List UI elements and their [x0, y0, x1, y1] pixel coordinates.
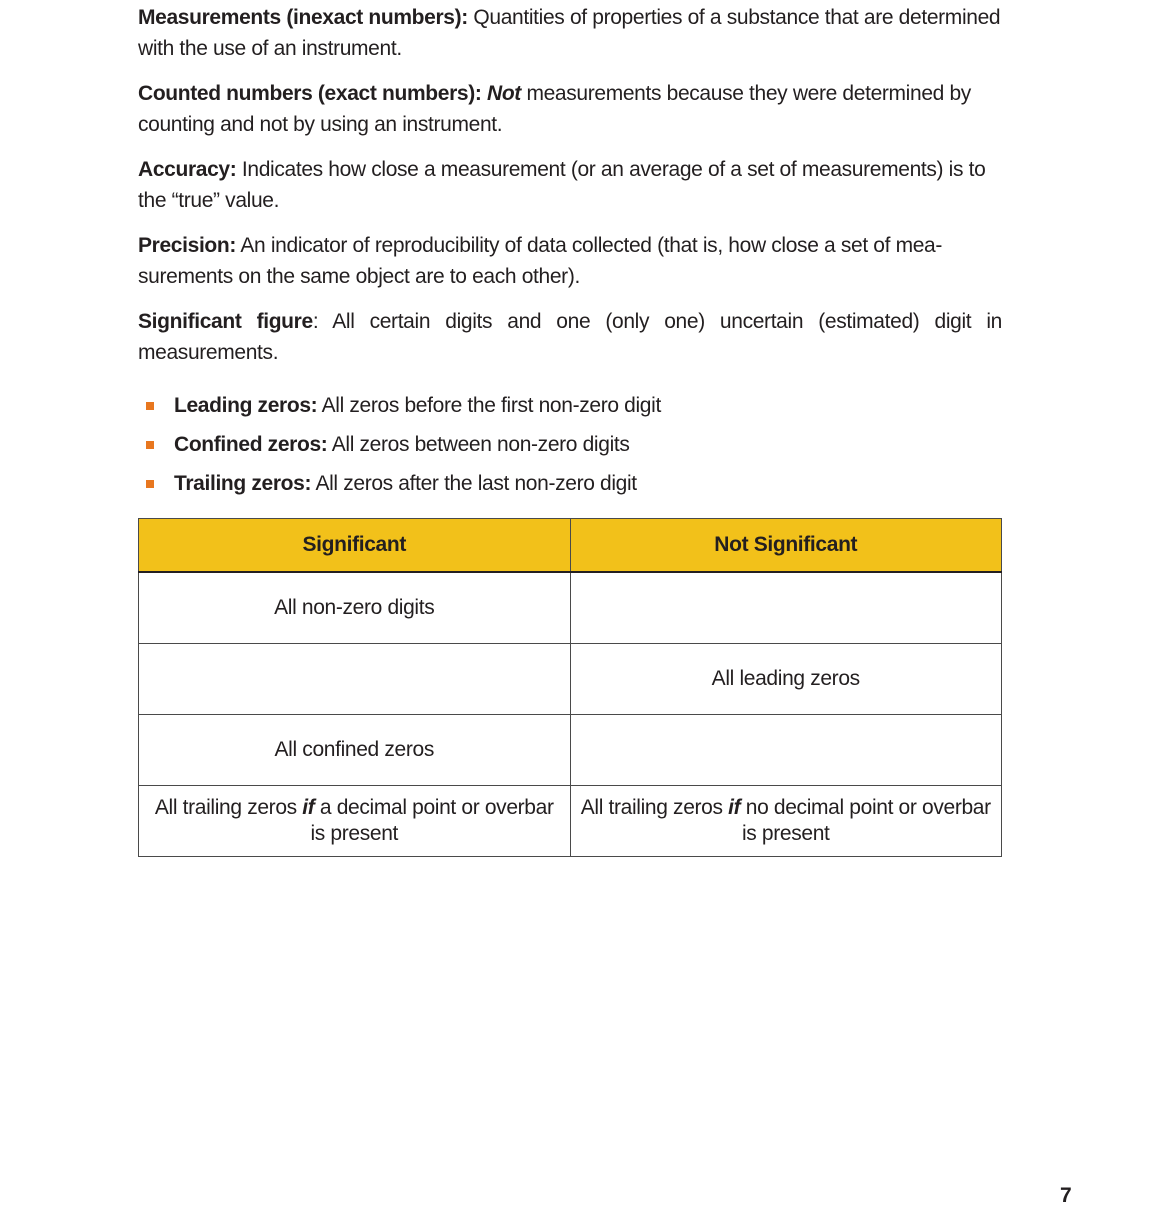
zero-types-list — [138, 386, 1002, 503]
table-cell-trailing-not-significant — [570, 786, 1002, 857]
table-cell-trailing-significant — [139, 786, 571, 857]
cell-text: no decimal point or overbar is present — [740, 796, 991, 845]
header-not-significant: Not Significant — [570, 519, 1002, 573]
table-cell — [570, 572, 1002, 644]
table-cell: All confined zeros — [139, 715, 571, 786]
definition-term: Measurements (inexact numbers): — [138, 6, 468, 29]
header-significant: Significant — [139, 519, 571, 573]
definition-text: Indicates how close a measurement (or an average of a set of measurements) is to the “true” value. — [138, 158, 986, 212]
definition-text: measurements because they were determined by counting and not by using an instrument. — [138, 82, 971, 136]
table-header-row — [139, 519, 1002, 573]
page-number: 7 — [1060, 1184, 1072, 1207]
list-item — [138, 425, 1002, 464]
table-row — [139, 786, 1002, 857]
definition-counted-numbers — [138, 78, 1002, 140]
list-item — [138, 386, 1002, 425]
definition-emphasis: Not — [487, 82, 521, 105]
table-cell — [570, 715, 1002, 786]
cell-emphasis: if — [302, 796, 315, 819]
square-bullet-icon — [146, 402, 154, 410]
definition-text: Quantities of properties of a substance that are determined with the use of an instrument. — [138, 6, 1001, 60]
definition-significant-figure — [138, 306, 1002, 368]
list-item — [138, 464, 1002, 503]
table-cell: All non-zero digits — [139, 572, 571, 644]
bullet-text: All zeros after the last non-zero digit — [311, 472, 637, 495]
page-content — [138, 2, 1002, 503]
cell-text: a decimal point or overbar is present — [310, 796, 554, 845]
definition-precision — [138, 230, 1002, 292]
definition-accuracy — [138, 154, 1002, 216]
cell-text: All trailing zeros — [580, 796, 729, 819]
square-bullet-icon — [146, 480, 154, 488]
bullet-term: Confined zeros: — [174, 433, 328, 456]
significance-table — [138, 518, 1002, 857]
definition-measurements — [138, 2, 1002, 64]
bullet-text: All zeros before the first non-zero digit — [317, 394, 661, 417]
definition-text: An indicator of reproducibility of data collected (that is, how close a set of measurements on the same object are to each other). — [138, 234, 943, 288]
square-bullet-icon — [146, 441, 154, 449]
definition-term: Precision: — [138, 234, 237, 257]
table-row — [139, 572, 1002, 644]
table-row — [139, 715, 1002, 786]
definition-text: : All certain digits and one (only one) uncertain (estimated) digit in measurements. — [138, 310, 1002, 364]
table-row — [139, 644, 1002, 715]
definition-term: Counted numbers (exact numbers): — [138, 82, 482, 105]
definition-term: Accuracy: — [138, 158, 237, 181]
definition-term: Significant figure — [138, 310, 313, 333]
bullet-text: All zeros between non-zero digits — [327, 433, 630, 456]
bullet-term: Leading zeros: — [174, 394, 318, 417]
cell-text: All trailing zeros — [154, 796, 303, 819]
table-cell — [139, 644, 571, 715]
cell-emphasis: if — [728, 796, 741, 819]
bullet-term: Trailing zeros: — [174, 472, 312, 495]
table-cell: All leading zeros — [570, 644, 1002, 715]
